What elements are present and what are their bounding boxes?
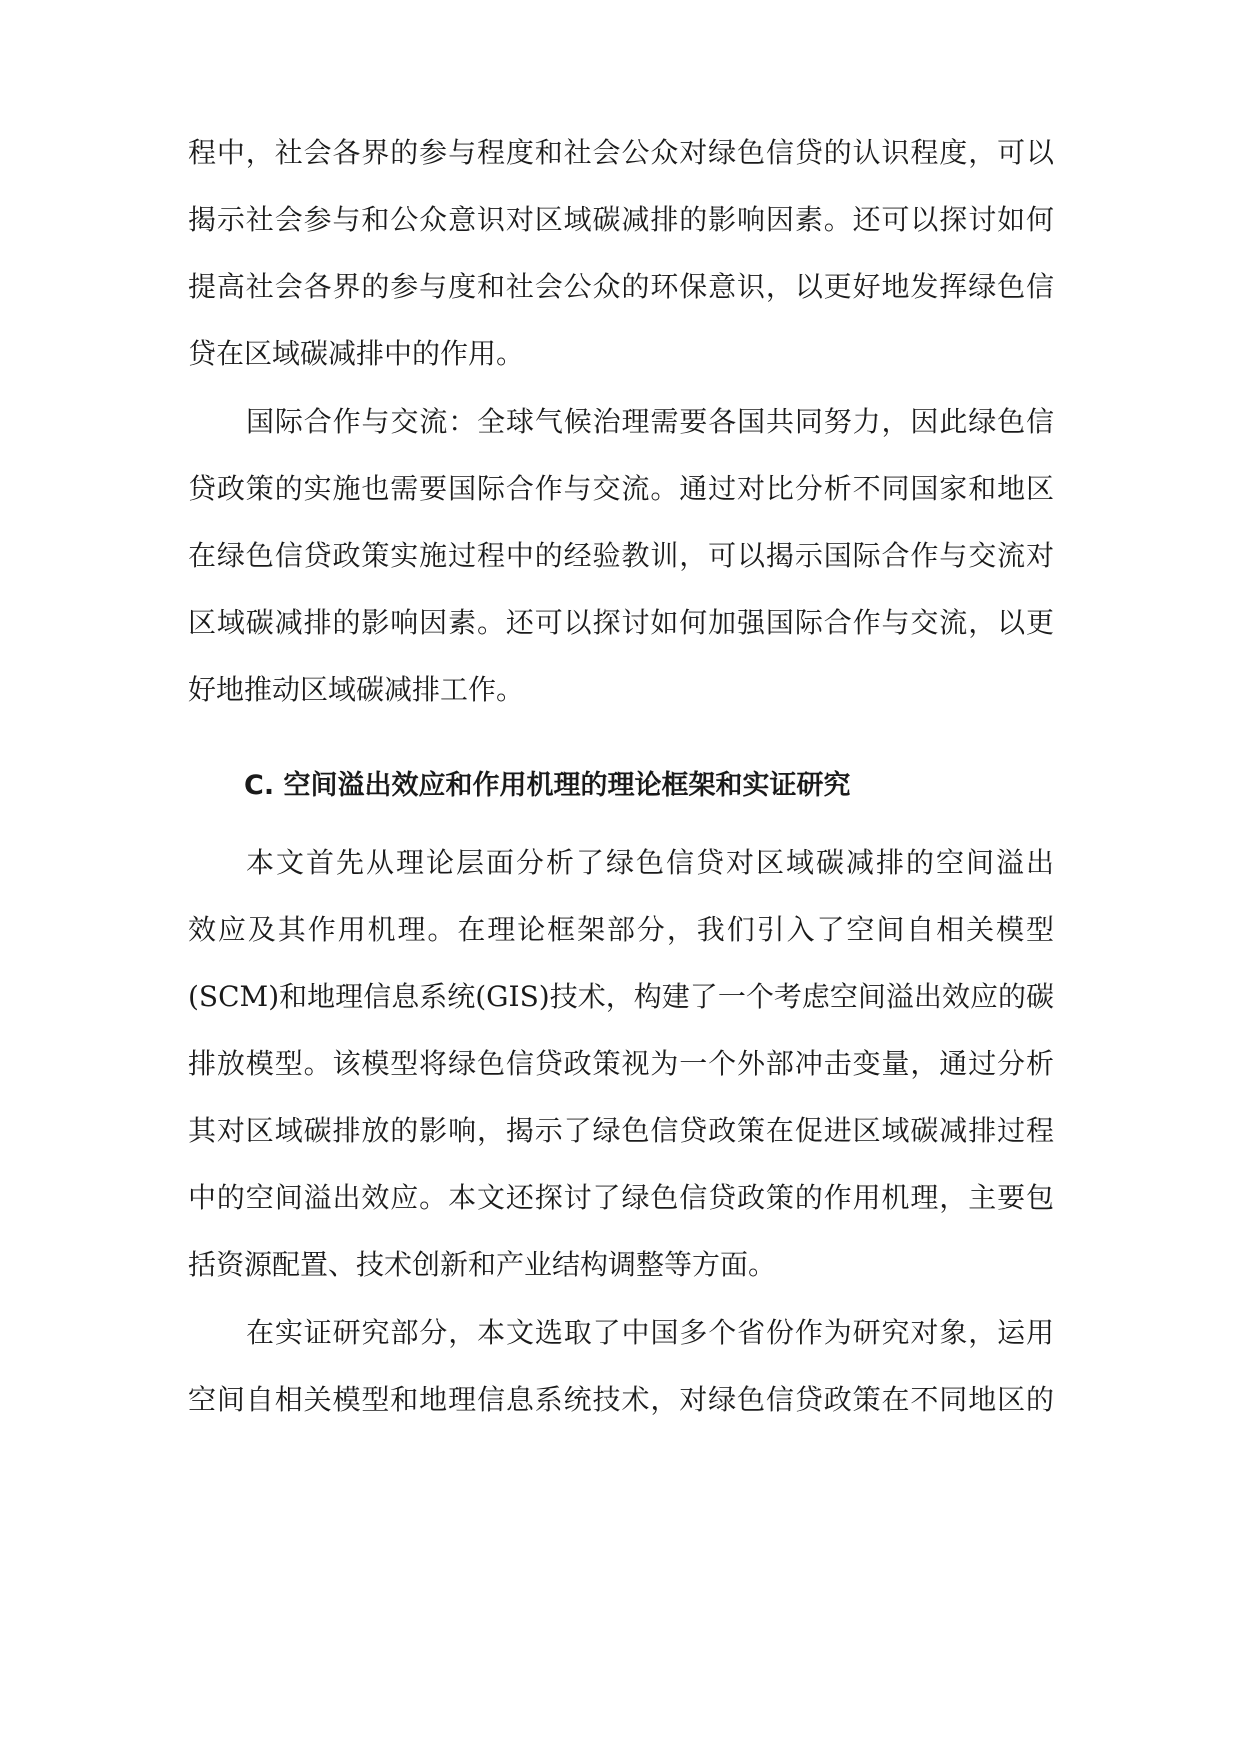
text-line: 贷政策的实施也需要国际合作与交流。通过对比分析不同国家和地区 (188, 472, 1054, 505)
text-line: 程中，社会各界的参与程度和社会公众对绿色信贷的认识程度，可以 (188, 136, 1054, 169)
text-line: 好地推动区域碳减排工作。 (188, 673, 525, 706)
text-line: 贷在区域碳减排中的作用。 (188, 337, 525, 370)
text-line: 国际合作与交流：全球气候治理需要各国共同努力，因此绿色信 (246, 405, 1054, 438)
text-line: 其对区域碳排放的影响，揭示了绿色信贷政策在促进区域碳减排过程 (188, 1114, 1054, 1147)
text-line: 本文首先从理论层面分析了绿色信贷对区域碳减排的空间溢出 (246, 846, 1054, 879)
text-line: 排放模型。该模型将绿色信贷政策视为一个外部冲击变量，通过分析 (188, 1047, 1054, 1080)
text-line: 括资源配置、技术创新和产业结构调整等方面。 (188, 1248, 777, 1281)
text-line: 区域碳减排的影响因素。还可以探讨如何加强国际合作与交流，以更 (188, 606, 1054, 639)
text-line: 在实证研究部分，本文选取了中国多个省份作为研究对象，运用 (246, 1316, 1054, 1349)
text-line: 空间自相关模型和地理信息系统技术，对绿色信贷政策在不同地区的 (188, 1383, 1054, 1416)
text-line: 提高社会各界的参与度和社会公众的环保意识，以更好地发挥绿色信 (188, 270, 1054, 303)
section-heading: C. 空间溢出效应和作用机理的理论框架和实证研究 (244, 770, 851, 801)
text-line: 揭示社会参与和公众意识对区域碳减排的影响因素。还可以探讨如何 (188, 203, 1054, 236)
text-line: 中的空间溢出效应。本文还探讨了绿色信贷政策的作用机理，主要包 (188, 1181, 1054, 1214)
text-line: (SCM)和地理信息系统(GIS)技术，构建了一个考虑空间溢出效应的碳 (188, 980, 1054, 1013)
text-line: 效应及其作用机理。在理论框架部分，我们引入了空间自相关模型 (188, 913, 1054, 946)
text-line: 在绿色信贷政策实施过程中的经验教训，可以揭示国际合作与交流对 (188, 539, 1054, 572)
